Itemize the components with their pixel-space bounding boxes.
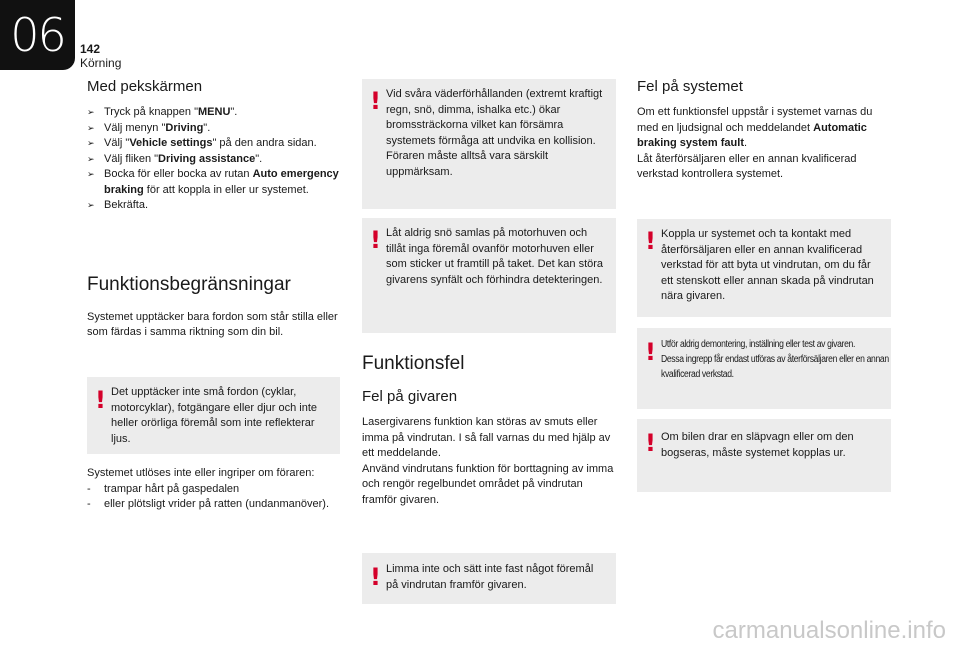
warning-text: Om bilen drar en släpvagn eller om den bogseras, måste systemet kopplas ur.	[661, 431, 854, 459]
arrow-icon: ➢	[87, 169, 95, 179]
trigger-section	[87, 466, 343, 513]
warning-icon: !	[370, 226, 381, 254]
arrow-icon: ➢	[87, 122, 95, 133]
warning-box-windscreen	[362, 553, 616, 604]
malfunction-heading: Funktionsfel	[362, 353, 465, 374]
warning-icon: !	[95, 386, 106, 414]
section-name: Körning	[80, 56, 122, 70]
warning-icon: !	[645, 429, 656, 457]
sensor-heading: Fel på givaren	[362, 388, 458, 405]
warning-icon: !	[645, 338, 656, 366]
arrow-icon: ➢	[87, 153, 95, 164]
step-item: ➢ Bocka för eller bocka av rutan Auto emergency braking för att koppla in eller ur systemet.	[87, 168, 339, 196]
list-item: - trampar hårt på gaspedalen	[87, 482, 240, 495]
step-item: ➢ Tryck på knappen "MENU".	[87, 105, 343, 121]
sensor-text: Lasergivarens funktion kan störas av smuts eller imma på vindrutan. I så fall varnas du med hjälp av ett meddelande. Använd vindrutans funktion för borttagning av imma och rengör regelbundet området på vindrutan framför givaren.	[362, 416, 614, 506]
warning-box-weather	[362, 79, 616, 209]
warning-text: Låt aldrig snö samlas på motorhuven och tillåt inga föremål ovanför motorhuven eller som sticker ut framtill på taket. Det kan störa givarens synfält och förhindra detekteringen.	[386, 227, 604, 286]
trigger-list	[87, 482, 343, 513]
malfunction-section	[362, 353, 618, 508]
touchscreen-heading: Med pekskärmen	[87, 78, 203, 95]
system-fault-heading: Fel på systemet	[637, 78, 743, 95]
warning-text: Limma inte och sätt inte fast något föremål på vindrutan framför givaren.	[386, 563, 594, 591]
warning-box-snow	[362, 218, 616, 333]
watermark: carmanualsonline.info	[712, 617, 946, 644]
chapter-tab: 06	[0, 0, 75, 70]
warning-icon: !	[645, 227, 656, 255]
warning-box-disconnect	[637, 219, 891, 317]
warning-text: Det upptäcker inte små fordon (cyklar, motorcyklar), fotgängare eller djur och inte heller orörliga föremål som inte reflekterar ljus.	[111, 386, 318, 445]
warning-icon: !	[370, 87, 381, 115]
limitations-heading: Funktionsbegränsningar	[87, 273, 291, 295]
warning-box-trailer	[637, 419, 891, 492]
system-fault-text: Om ett funktionsfel uppstår i systemet varnas du med en ljudsignal och meddelandet Automatic braking system fault.	[637, 106, 873, 149]
step-item: ➢ Välj "Vehicle settings" på den andra sidan.	[87, 136, 343, 152]
step-item: ➢ Välj fliken "Driving assistance".	[87, 152, 343, 168]
warning-box-dismantle	[637, 328, 891, 409]
warning-icon: !	[370, 563, 381, 591]
arrow-icon: ➢	[87, 138, 95, 148]
page-number: 142	[80, 42, 101, 56]
warning-text: Vid svåra väderförhållanden (extremt kraftigt regn, snö, dimma, ishalka etc.) ökar bromssträckorna vilket kan försämra systemets förmåga att undvika en kollision. Föraren måste alltså vara särskilt uppmärksam.	[386, 88, 603, 178]
list-item: - eller plötsligt vrider på ratten (undanmanöver).	[87, 498, 330, 510]
column-1	[87, 78, 343, 341]
system-fault-section	[637, 78, 893, 183]
touchscreen-steps	[87, 105, 343, 214]
arrow-icon: ➢	[87, 107, 95, 117]
warning-box-small-vehicles	[87, 377, 340, 454]
step-item: ➢ Välj menyn "Driving".	[87, 121, 343, 137]
system-fault-text-2: Låt återförsäljaren eller en annan kvalificerad verkstad kontrollera systemet.	[637, 152, 857, 180]
trigger-intro: Systemet utlöses inte eller ingriper om föraren:	[87, 467, 315, 479]
warning-text: Utför aldrig demontering, inställning eller test av givaren. Dessa ingrepp får endast utföras av återförsäljaren eller en annan kvalificerad verkstad.	[661, 339, 889, 380]
step-item: ➢ Bekräfta.	[87, 198, 343, 214]
arrow-icon: ➢	[87, 200, 95, 210]
limitations-intro: Systemet upptäcker bara fordon som står stilla eller som färdas i samma riktning som din bil.	[87, 310, 338, 338]
warning-text: Koppla ur systemet och ta kontakt med återförsäljaren eller en annan kvalificerad verkstad för att byta ut vindrutan, om du får ett stenskott eller annan skada på vindrutan nära givaren.	[661, 228, 874, 302]
